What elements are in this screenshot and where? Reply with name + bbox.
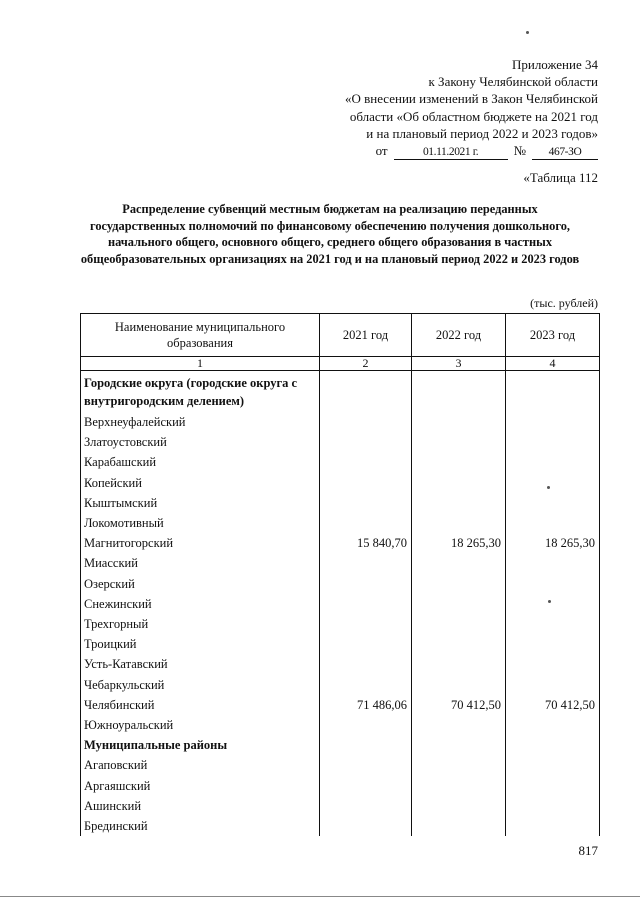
value-2023 bbox=[506, 755, 600, 775]
table-row bbox=[81, 654, 600, 674]
value-2021 bbox=[320, 796, 412, 816]
value-2021 bbox=[320, 675, 412, 695]
document-title: Распределение субвенций местным бюджетам на реализацию переданных государственных полномочий по финансовому обеспечению получения дошкольного, начального общего, основного общего, среднего общего образования в частных общеобразовательных организациях на 2021 год и на плановый период 2022 и 2023 годов bbox=[80, 202, 580, 266]
value-2021 bbox=[320, 594, 412, 614]
law-appendix-header bbox=[278, 56, 598, 160]
header-line: области «Об областном бюджете на 2021 год bbox=[349, 108, 598, 124]
value-2023 bbox=[506, 553, 600, 573]
value-2022: 18 265,30 bbox=[412, 533, 506, 553]
table-row bbox=[81, 735, 600, 755]
value-2023 bbox=[506, 634, 600, 654]
table-row bbox=[81, 493, 600, 513]
units-label: (тыс. рублей) bbox=[530, 296, 598, 310]
municipality-name: Златоустовский bbox=[81, 432, 320, 452]
subsidy-table bbox=[80, 313, 600, 836]
value-2021 bbox=[320, 816, 412, 836]
value-2021 bbox=[320, 473, 412, 493]
header-municipality: Наименование муниципального образования bbox=[81, 314, 320, 357]
municipality-name: Троицкий bbox=[81, 634, 320, 654]
col-number: 4 bbox=[506, 357, 600, 371]
date-prefix: от bbox=[375, 143, 388, 159]
value-2023 bbox=[506, 776, 600, 796]
value-2022 bbox=[412, 634, 506, 654]
value-2021 bbox=[320, 553, 412, 573]
table-row bbox=[81, 796, 600, 816]
municipality-name: Аргаяшский bbox=[81, 776, 320, 796]
header-line: к Закону Челябинской области bbox=[428, 74, 598, 90]
value-2022 bbox=[412, 553, 506, 573]
table-row bbox=[81, 755, 600, 775]
value-2021 bbox=[320, 776, 412, 796]
value-2023 bbox=[506, 735, 600, 755]
table-row bbox=[81, 594, 600, 614]
value-2022 bbox=[412, 574, 506, 594]
value-2021 bbox=[320, 755, 412, 775]
value-2023 bbox=[506, 715, 600, 735]
table-row bbox=[81, 776, 600, 796]
value-2021 bbox=[320, 654, 412, 674]
col-number: 1 bbox=[81, 357, 320, 371]
header-2022: 2022 год bbox=[412, 314, 506, 357]
table-row bbox=[81, 634, 600, 654]
value-2022 bbox=[412, 493, 506, 513]
header-line: «О внесении изменений в Закон Челябинской bbox=[344, 91, 598, 107]
value-2022 bbox=[412, 654, 506, 674]
scan-edge-line bbox=[0, 896, 640, 897]
value-2022 bbox=[412, 755, 506, 775]
municipality-name: Трехгорный bbox=[81, 614, 320, 634]
table-row bbox=[81, 675, 600, 695]
municipality-name: Челябинский bbox=[81, 695, 320, 715]
value-2021: 71 486,06 bbox=[320, 695, 412, 715]
value-2021 bbox=[320, 371, 412, 413]
value-2023 bbox=[506, 796, 600, 816]
municipality-name: Миасский bbox=[81, 553, 320, 573]
value-2023 bbox=[506, 371, 600, 413]
municipality-name: Локомотивный bbox=[81, 513, 320, 533]
header-2023: 2023 год bbox=[506, 314, 600, 357]
table-row bbox=[81, 574, 600, 594]
value-2022 bbox=[412, 675, 506, 695]
table-row bbox=[81, 371, 600, 413]
header-line: Приложение 34 bbox=[511, 57, 598, 72]
value-2023 bbox=[506, 816, 600, 836]
value-2022 bbox=[412, 776, 506, 796]
municipality-name: Брединский bbox=[81, 816, 320, 836]
law-date: 01.11.2021 г. bbox=[394, 146, 508, 160]
value-2023 bbox=[506, 493, 600, 513]
municipality-name: Чебаркульский bbox=[81, 675, 320, 695]
value-2023 bbox=[506, 412, 600, 432]
table-row bbox=[81, 614, 600, 634]
table-row bbox=[81, 412, 600, 432]
municipality-name: Кыштымский bbox=[81, 493, 320, 513]
number-prefix: № bbox=[513, 143, 526, 159]
municipality-name: Ашинский bbox=[81, 796, 320, 816]
header-line: и на плановый период 2022 и 2023 годов» bbox=[366, 125, 598, 141]
value-2022 bbox=[412, 715, 506, 735]
table-row bbox=[81, 695, 600, 715]
page-number: 817 bbox=[578, 843, 598, 858]
value-2023 bbox=[506, 594, 600, 614]
table-row bbox=[81, 473, 600, 493]
municipality-name: Магнитогорский bbox=[81, 533, 320, 553]
value-2021 bbox=[320, 452, 412, 472]
scan-speck bbox=[547, 486, 550, 489]
value-2023 bbox=[506, 473, 600, 493]
value-2022 bbox=[412, 614, 506, 634]
law-number: 467-ЗО bbox=[532, 146, 598, 160]
value-2023 bbox=[506, 654, 600, 674]
value-2022 bbox=[412, 473, 506, 493]
value-2023: 18 265,30 bbox=[506, 533, 600, 553]
value-2021 bbox=[320, 574, 412, 594]
value-2022 bbox=[412, 796, 506, 816]
value-2021 bbox=[320, 634, 412, 654]
table-row bbox=[81, 553, 600, 573]
value-2021: 15 840,70 bbox=[320, 533, 412, 553]
municipality-name: Южноуральский bbox=[81, 715, 320, 735]
value-2023 bbox=[506, 614, 600, 634]
subsidy-table-container bbox=[80, 313, 599, 836]
table-row bbox=[81, 452, 600, 472]
value-2021 bbox=[320, 412, 412, 432]
value-2022 bbox=[412, 452, 506, 472]
header-2021: 2021 год bbox=[320, 314, 412, 357]
value-2022 bbox=[412, 412, 506, 432]
table-row bbox=[81, 513, 600, 533]
municipality-name: Копейский bbox=[81, 473, 320, 493]
table-label: «Таблица 112 bbox=[523, 170, 598, 185]
scan-speck bbox=[526, 31, 529, 34]
value-2023: 70 412,50 bbox=[506, 695, 600, 715]
table-row bbox=[81, 533, 600, 553]
date-number-line bbox=[278, 142, 598, 160]
value-2021 bbox=[320, 493, 412, 513]
value-2023 bbox=[506, 675, 600, 695]
value-2022 bbox=[412, 594, 506, 614]
value-2021 bbox=[320, 715, 412, 735]
municipality-name: Снежинский bbox=[81, 594, 320, 614]
value-2022 bbox=[412, 513, 506, 533]
col-number: 2 bbox=[320, 357, 412, 371]
col-number: 3 bbox=[412, 357, 506, 371]
table-row bbox=[81, 816, 600, 836]
value-2021 bbox=[320, 614, 412, 634]
municipality-name: Карабашский bbox=[81, 452, 320, 472]
municipality-name: Озерский bbox=[81, 574, 320, 594]
municipality-name: Агаповский bbox=[81, 755, 320, 775]
table-body bbox=[81, 371, 600, 837]
value-2023 bbox=[506, 432, 600, 452]
table-row bbox=[81, 715, 600, 735]
value-2021 bbox=[320, 513, 412, 533]
table-row bbox=[81, 432, 600, 452]
value-2023 bbox=[506, 574, 600, 594]
municipality-name: Усть-Катавский bbox=[81, 654, 320, 674]
value-2022 bbox=[412, 735, 506, 755]
municipality-name: Муниципальные районы bbox=[81, 735, 320, 755]
value-2022: 70 412,50 bbox=[412, 695, 506, 715]
scan-speck bbox=[548, 600, 551, 603]
value-2022 bbox=[412, 371, 506, 413]
value-2023 bbox=[506, 513, 600, 533]
value-2022 bbox=[412, 432, 506, 452]
value-2021 bbox=[320, 735, 412, 755]
value-2021 bbox=[320, 432, 412, 452]
value-2023 bbox=[506, 452, 600, 472]
municipality-name: Городские округа (городские округа с внутригородским делением) bbox=[81, 371, 320, 413]
municipality-name: Верхнеуфалейский bbox=[81, 412, 320, 432]
value-2022 bbox=[412, 816, 506, 836]
